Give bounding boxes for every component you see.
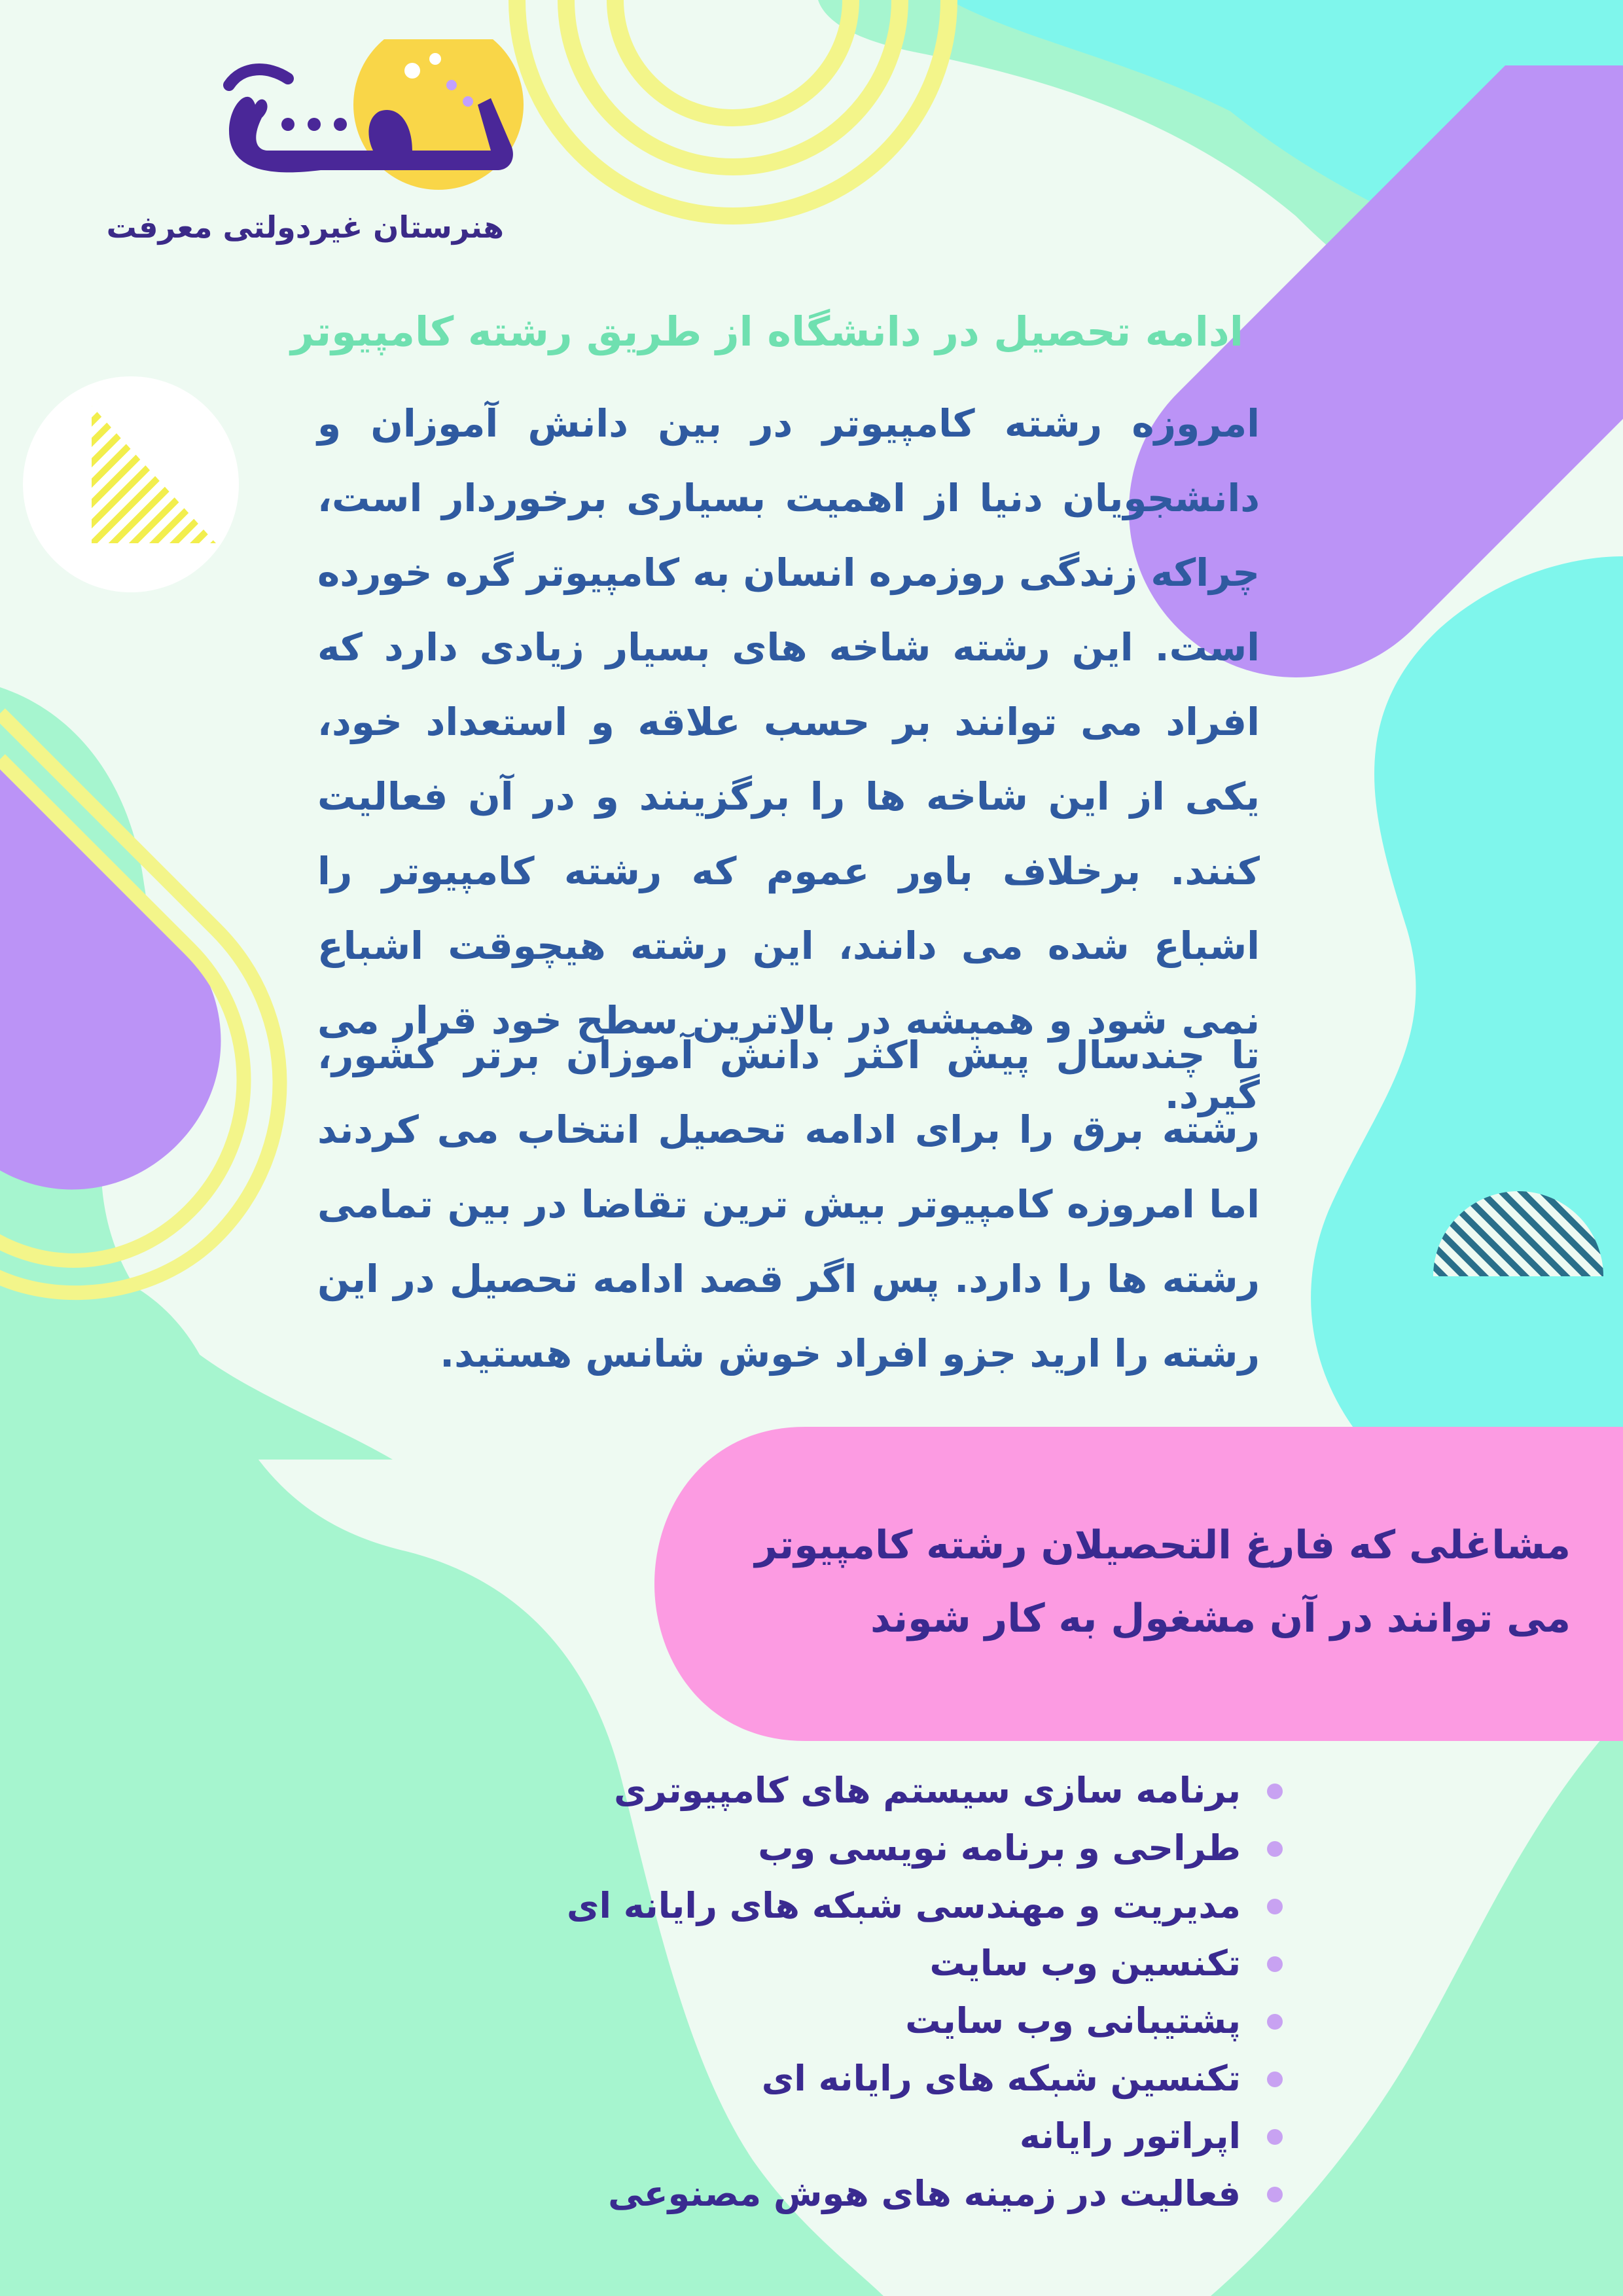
jobs-list (432, 1762, 1283, 2223)
list-item: اپراتور رایانه (432, 2108, 1283, 2165)
bullet-dot-icon (1267, 2072, 1283, 2087)
list-item: تکنسین وب سایت (432, 1935, 1283, 1992)
banner-title-line-2: می توانند در آن مشغول به کار شوند (870, 1596, 1571, 1641)
bullet-dot-icon (1267, 1899, 1283, 1914)
paragraph-2: تا چندسال پیش اکثر دانش آموزان برتر کشور، رشته برق را برای ادامه تحصیل انتخاب می کردند اما امروزه کامپیوتر بیش ترین تقاضا در بین تمامی رشته ها را دارد. پس اگر قصد ادامه تحصیل در این رشته را ارید جزو افراد خوش شانس هستید. (317, 1033, 1260, 1376)
list-item: تکنسین شبکه های رایانه ای (432, 2050, 1283, 2108)
list-item: مدیریت و مهندسی شبکه های رایانه ای (432, 1877, 1283, 1935)
list-item: برنامه سازی سیستم های کامپیوتری (432, 1762, 1283, 1820)
bullet-dot-icon (1267, 1784, 1283, 1799)
section-title: ادامه تحصیل در دانشگاه از طریق رشته کامپیوتر (291, 308, 1243, 355)
bullet-dot-icon (1267, 1841, 1283, 1857)
paragraph-1: امروزه رشته کامپیوتر در بین دانش آموزان و دانشجویان دنیا از اهمیت بسیاری برخوردار است، چراکه زندگی روزمره انسان به کامپیوتر گره خورده است. این رشته شاخه های بسیار زیادی دارد که افراد می توانند بر حسب علاقه و استعداد خود، یکی از این شاخه ها را برگزینند و در آن فعالیت کنند. برخلاف باور عموم که رشته کامپیوتر را اشباع شده می دانند، این رشته هیچوقت اشباع نمی شود و همیشه در بالاترین سطح خود قرار می گیرد. (317, 401, 1260, 1117)
bullet-dot-icon (1267, 2014, 1283, 2030)
list-item: پشتیبانی وب سایت (432, 1992, 1283, 2050)
banner-title (641, 1509, 1571, 1655)
maarefat-logo-icon (216, 39, 524, 203)
list-item: فعالیت در زمینه های هوش مصنوعی (432, 2165, 1283, 2223)
bullet-dot-icon (1267, 1956, 1283, 1972)
school-name: هنرستان غیردولتی معرفت (106, 209, 504, 245)
list-item: طراحی و برنامه نویسی وب (432, 1820, 1283, 1877)
banner-title-line-1: مشاغلی که فارغ التحصیلان رشته کامپیوتر (755, 1522, 1571, 1568)
bullet-dot-icon (1267, 2187, 1283, 2202)
bullet-dot-icon (1267, 2129, 1283, 2145)
